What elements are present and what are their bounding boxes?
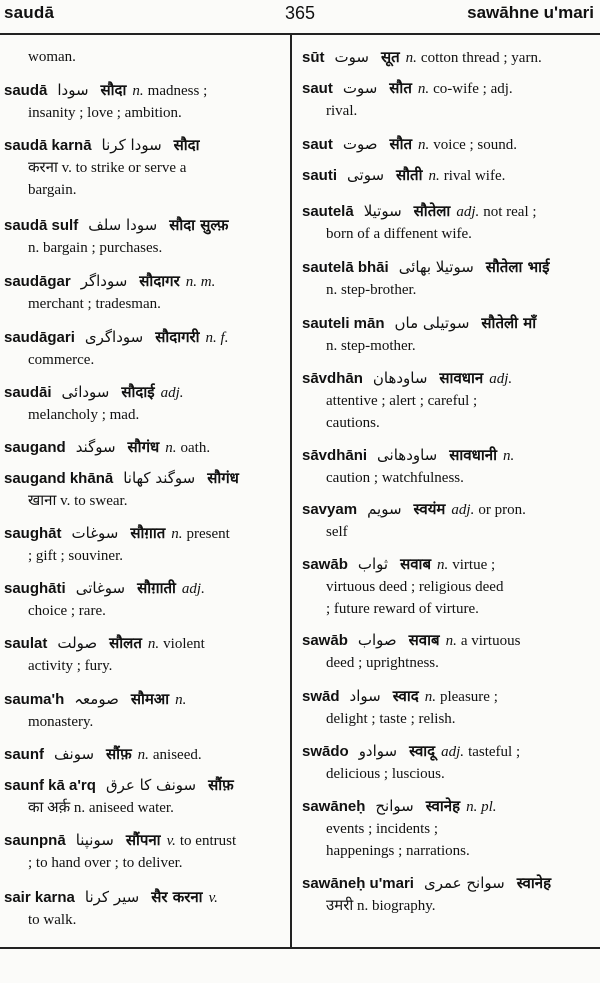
definition-continuation: ; future reward of virture. bbox=[326, 601, 479, 617]
part-of-speech: n. bbox=[418, 137, 430, 153]
hindi-script: सौदाई bbox=[121, 383, 155, 401]
hindi-script: सौतेला भाई bbox=[485, 258, 550, 276]
dictionary-entry bbox=[302, 77, 592, 122]
entry-first-line bbox=[302, 200, 592, 223]
column-divider bbox=[290, 35, 292, 947]
definition-continuation: n. step-brother. bbox=[326, 282, 417, 298]
definition-continuation: cautions. bbox=[326, 415, 380, 431]
definition: cotton thread ; yarn. bbox=[420, 50, 542, 66]
entry-first-line bbox=[302, 629, 592, 652]
hindi-script: सावधानी bbox=[449, 446, 497, 464]
entry-first-line bbox=[4, 381, 282, 404]
definition-continuation: activity ; fury. bbox=[28, 658, 113, 674]
definition: or pron. bbox=[478, 502, 526, 518]
dictionary-entry bbox=[302, 312, 592, 357]
headword: sawāneḥ u'mari bbox=[302, 875, 414, 892]
urdu-script: سوداگری bbox=[84, 328, 144, 346]
headword: saugand khānā bbox=[4, 470, 114, 487]
part-of-speech: n. bbox=[502, 448, 515, 464]
definition: pleasure ; bbox=[439, 689, 498, 705]
hindi-script: सौती bbox=[396, 166, 423, 184]
headword: sautelā bbox=[302, 203, 354, 220]
definition-continuation: monastery. bbox=[28, 714, 94, 730]
hindi-script: सौतेली माँ bbox=[481, 314, 537, 332]
dictionary-entry bbox=[4, 522, 282, 567]
page-header bbox=[0, 0, 600, 34]
definition: tasteful ; bbox=[468, 744, 521, 760]
bottom-margin bbox=[0, 949, 600, 983]
hindi-script: सौतेला bbox=[413, 202, 451, 220]
part-of-speech: n. bbox=[417, 81, 430, 97]
part-of-speech: n. bbox=[165, 440, 177, 456]
entry-first-line bbox=[302, 367, 592, 390]
part-of-speech: n. bbox=[137, 747, 149, 763]
urdu-script: سودا bbox=[57, 81, 89, 99]
hindi-script: सौत bbox=[389, 79, 412, 97]
headword: saudāgar bbox=[4, 273, 71, 290]
dictionary-entry bbox=[302, 444, 592, 489]
urdu-script: سواد bbox=[349, 687, 381, 705]
definition-continuation: born of a diffenent wife. bbox=[326, 226, 472, 242]
hindi-script: सौत bbox=[389, 135, 413, 153]
part-of-speech: v. bbox=[166, 833, 176, 849]
part-of-speech: n. bbox=[171, 526, 183, 542]
hindi-script: सौदा bbox=[173, 136, 200, 154]
part-of-speech: n. bbox=[445, 633, 457, 649]
definition-continuation: का अर्क़ n. aniseed water. bbox=[28, 800, 174, 816]
headword: sauma'h bbox=[4, 691, 65, 708]
headword: saunf bbox=[4, 746, 45, 763]
definition: voice ; sound. bbox=[433, 137, 518, 153]
urdu-script: سوداگر bbox=[80, 272, 128, 290]
definition-continuation: happenings ; narrations. bbox=[326, 843, 470, 859]
hindi-script: सौंफ़ bbox=[208, 776, 234, 794]
hindi-script: सावधान bbox=[439, 369, 484, 387]
definition-continuation: self bbox=[326, 524, 348, 540]
hindi-script: स्वानेह bbox=[425, 797, 461, 815]
urdu-script: سودائی bbox=[61, 383, 110, 401]
urdu-script: سوت bbox=[342, 79, 378, 97]
dictionary-entry bbox=[4, 270, 282, 315]
headword: saughāti bbox=[4, 580, 66, 597]
hindi-script: सौदा सुल्फ़ bbox=[169, 216, 229, 234]
dictionary-entry bbox=[4, 829, 282, 874]
urdu-script: سوانح عمری bbox=[423, 874, 505, 892]
part-of-speech: adj. bbox=[181, 581, 205, 597]
definition: co-wife ; adj. bbox=[433, 81, 513, 97]
headword: sawāb bbox=[302, 556, 348, 573]
definition-continuation: insanity ; love ; ambition. bbox=[28, 105, 182, 121]
definition: virtue ; bbox=[452, 557, 496, 573]
dictionary-entry bbox=[302, 200, 592, 245]
hindi-script: सौदागरी bbox=[155, 328, 200, 346]
part-of-speech: n. bbox=[175, 692, 187, 708]
hindi-script: सवाब bbox=[400, 555, 432, 573]
dictionary-entry bbox=[302, 553, 592, 620]
entry-first-line bbox=[302, 164, 592, 187]
hindi-script: सूत bbox=[380, 48, 400, 66]
headword: saudāi bbox=[4, 384, 52, 401]
urdu-script: سویم bbox=[367, 500, 402, 518]
entry-first-line bbox=[4, 436, 282, 459]
definition-continuation: events ; incidents ; bbox=[326, 821, 439, 837]
entry-first-line bbox=[302, 740, 592, 763]
part-of-speech: adj. bbox=[489, 371, 513, 387]
hindi-script: सैर करना bbox=[151, 888, 203, 906]
urdu-script: سوادو bbox=[358, 742, 398, 760]
dictionary-entry bbox=[302, 498, 592, 543]
headword: swādo bbox=[302, 743, 349, 760]
headword: saut bbox=[302, 80, 333, 97]
headword: saulat bbox=[4, 635, 48, 652]
dictionary-entry bbox=[302, 740, 592, 785]
entry-first-line bbox=[302, 444, 592, 467]
entry-first-line bbox=[4, 688, 282, 711]
dictionary-entry bbox=[302, 46, 592, 69]
definition-continuation: melancholy ; mad. bbox=[28, 407, 140, 423]
definition-continuation: delight ; taste ; relish. bbox=[326, 711, 456, 727]
definition: aniseed. bbox=[152, 747, 202, 763]
headword: sūt bbox=[302, 49, 325, 66]
entry-first-line bbox=[302, 553, 592, 576]
definition-continuation: bargain. bbox=[28, 182, 77, 198]
urdu-script: صومعہ bbox=[74, 690, 119, 708]
headword: sawāneḥ bbox=[302, 798, 366, 815]
part-of-speech: adj. bbox=[456, 204, 480, 220]
dictionary-entry bbox=[4, 326, 282, 371]
dictionary-entry bbox=[302, 872, 592, 917]
definition-continuation: caution ; watchfulness. bbox=[326, 470, 464, 486]
definition-continuation: merchant ; tradesman. bbox=[28, 296, 161, 312]
hindi-script: सौदा bbox=[100, 81, 127, 99]
dictionary-entry bbox=[302, 133, 592, 156]
headword: saunpnā bbox=[4, 832, 66, 849]
part-of-speech: n. bbox=[405, 50, 417, 66]
definition-continuation: ; to hand over ; to deliver. bbox=[28, 855, 183, 871]
headword: sair karna bbox=[4, 889, 75, 906]
definition-continuation: n. step-mother. bbox=[326, 338, 416, 354]
entry-first-line bbox=[4, 326, 282, 349]
page-number: 365 bbox=[284, 3, 316, 23]
entry-first-line bbox=[4, 577, 282, 600]
dictionary-entry bbox=[4, 743, 282, 766]
part-of-speech: n. pl. bbox=[466, 799, 497, 815]
urdu-script: سوغاتی bbox=[75, 579, 126, 597]
entry-first-line bbox=[4, 270, 282, 293]
part-of-speech: n. bbox=[132, 83, 144, 99]
headword: sauteli mān bbox=[302, 315, 385, 332]
urdu-script: صولت bbox=[57, 634, 98, 652]
entry-first-line bbox=[4, 214, 282, 237]
hindi-script: स्वादू bbox=[409, 742, 436, 760]
urdu-script: سوگند bbox=[75, 438, 116, 456]
entry-first-line bbox=[4, 522, 282, 545]
entry-first-line bbox=[302, 498, 592, 521]
definition: rival wife. bbox=[443, 168, 506, 184]
definition-continuation: करना v. to strike or serve a bbox=[28, 160, 187, 176]
dictionary-entry bbox=[4, 886, 282, 931]
definition: to entrust bbox=[179, 833, 237, 849]
urdu-script: سونف bbox=[54, 745, 95, 763]
headword: saugand bbox=[4, 439, 66, 456]
urdu-script: ساودھان bbox=[372, 369, 428, 387]
dictionary-entry bbox=[4, 46, 282, 68]
headword: saunf kā a'rq bbox=[4, 777, 96, 794]
part-of-speech: adj. bbox=[451, 502, 475, 518]
definition: not real ; bbox=[483, 204, 537, 220]
entry-first-line bbox=[4, 134, 282, 157]
dictionary-entry bbox=[4, 214, 282, 259]
entry-first-line bbox=[4, 79, 282, 102]
definition: a virtuous bbox=[460, 633, 521, 649]
definition: violent bbox=[163, 636, 205, 652]
header-rule bbox=[0, 33, 600, 35]
hindi-script: सौग़ात bbox=[130, 524, 166, 542]
entry-first-line bbox=[302, 872, 592, 895]
part-of-speech: n. f. bbox=[205, 330, 229, 346]
urdu-script: سودا کرنا bbox=[101, 136, 162, 154]
entry-first-line bbox=[4, 467, 282, 490]
definition-continuation: rival. bbox=[326, 103, 358, 119]
urdu-script: ساودھانی bbox=[377, 446, 438, 464]
entry-first-line bbox=[302, 46, 592, 69]
headword: saudā karnā bbox=[4, 137, 92, 154]
definition-continuation: deed ; uprightness. bbox=[326, 655, 439, 671]
urdu-script: ثواب bbox=[357, 555, 389, 573]
hindi-script: सौगंध bbox=[207, 469, 239, 487]
urdu-script: سوانح bbox=[375, 797, 414, 815]
urdu-script: صواب bbox=[357, 631, 397, 649]
dictionary-entry bbox=[4, 467, 282, 512]
entry-first-line bbox=[302, 685, 592, 708]
urdu-script: صوت bbox=[342, 135, 378, 153]
hindi-script: सौदागर bbox=[139, 272, 180, 290]
part-of-speech: n. bbox=[428, 168, 440, 184]
hindi-script: सौग़ाती bbox=[137, 579, 176, 597]
dictionary-entry bbox=[4, 774, 282, 819]
part-of-speech: n. bbox=[424, 689, 436, 705]
part-of-speech: n. bbox=[437, 557, 449, 573]
part-of-speech: adj. bbox=[441, 744, 465, 760]
entry-first-line bbox=[4, 886, 282, 909]
entry-first-line bbox=[4, 774, 282, 797]
right-guide-word: sawāhne u'mari bbox=[467, 3, 594, 22]
definition-continuation: choice ; rare. bbox=[28, 603, 106, 619]
entry-first-line bbox=[4, 743, 282, 766]
hindi-script: स्वयंम bbox=[413, 500, 446, 518]
headword: sāvdhān bbox=[302, 370, 363, 387]
part-of-speech: adj. bbox=[160, 385, 184, 401]
definition-continuation: virtuous deed ; religious deed bbox=[326, 579, 504, 595]
headword: sauti bbox=[302, 167, 338, 184]
definition-continuation: खाना v. to swear. bbox=[28, 493, 128, 509]
headword: savyam bbox=[302, 501, 358, 518]
urdu-script: سوتیلی ماں bbox=[394, 314, 470, 332]
dictionary-entry bbox=[4, 381, 282, 426]
dictionary-entry bbox=[4, 79, 282, 124]
dictionary-entry bbox=[4, 134, 282, 201]
entry-first-line bbox=[302, 795, 592, 818]
dictionary-entry bbox=[4, 632, 282, 677]
entry-first-line bbox=[302, 133, 592, 156]
urdu-script: سوت bbox=[334, 48, 369, 66]
urdu-script: سوگند کھانا bbox=[123, 469, 196, 487]
definition: present bbox=[186, 526, 230, 542]
hindi-script: सौगंध bbox=[127, 438, 160, 456]
headword: saughāt bbox=[4, 525, 62, 542]
definition-continuation: to walk. bbox=[28, 912, 77, 928]
urdu-script: سوتی bbox=[347, 166, 385, 184]
dictionary-entry bbox=[4, 577, 282, 622]
part-of-speech: n. m. bbox=[185, 274, 216, 290]
headword: saudā bbox=[4, 82, 48, 99]
definition-continuation: उमरी n. biography. bbox=[326, 898, 436, 914]
hindi-script: सौलत bbox=[109, 634, 142, 652]
hindi-script: सौमआ bbox=[130, 690, 170, 708]
entry-first-line bbox=[302, 77, 592, 100]
hindi-script: सौंपना bbox=[125, 831, 161, 849]
dictionary-entry bbox=[302, 256, 592, 301]
headword: saudāgari bbox=[4, 329, 75, 346]
part-of-speech: n. bbox=[147, 636, 160, 652]
urdu-script: سوتیلا بھائی bbox=[398, 258, 474, 276]
hindi-script: स्वाद bbox=[392, 687, 419, 705]
hindi-script: सवाब bbox=[408, 631, 440, 649]
urdu-script: سیر کرنا bbox=[84, 888, 140, 906]
dictionary-entry bbox=[4, 436, 282, 459]
urdu-script: سونپنا bbox=[75, 831, 114, 849]
definition-continuation: delicious ; luscious. bbox=[326, 766, 445, 782]
entry-first-line bbox=[4, 632, 282, 655]
headword: sawāb bbox=[302, 632, 348, 649]
entry-first-line bbox=[302, 312, 592, 335]
definition-continuation: n. bargain ; purchases. bbox=[28, 240, 163, 256]
hindi-script: स्वानेह bbox=[516, 874, 552, 892]
dictionary-entry bbox=[4, 688, 282, 733]
definition-continuation: woman. bbox=[28, 49, 76, 65]
dictionary-entry bbox=[302, 685, 592, 730]
definition: madness ; bbox=[147, 83, 208, 99]
definition-continuation: commerce. bbox=[28, 352, 95, 368]
entry-first-line bbox=[4, 829, 282, 852]
dictionary-entry bbox=[302, 164, 592, 187]
headword: saudā sulf bbox=[4, 217, 79, 234]
definition: oath. bbox=[180, 440, 211, 456]
dictionary-entry bbox=[302, 629, 592, 674]
urdu-script: سودا سلف bbox=[88, 216, 158, 234]
urdu-script: سوغات bbox=[71, 524, 119, 542]
headword: saut bbox=[302, 136, 333, 153]
headword: sāvdhāni bbox=[302, 447, 368, 464]
definition-continuation: ; gift ; souviner. bbox=[28, 548, 123, 564]
part-of-speech: v. bbox=[208, 890, 218, 906]
urdu-script: سوتیلا bbox=[363, 202, 402, 220]
urdu-script: سونف کا عرق bbox=[105, 776, 197, 794]
headword: sautelā bhāi bbox=[302, 259, 389, 276]
hindi-script: सौंफ़ bbox=[106, 745, 132, 763]
left-guide-word: saudā bbox=[4, 3, 55, 22]
headword: swād bbox=[302, 688, 340, 705]
dictionary-entry bbox=[302, 795, 592, 862]
entry-first-line bbox=[302, 256, 592, 279]
definition-continuation: attentive ; alert ; careful ; bbox=[326, 393, 478, 409]
dictionary-entry bbox=[302, 367, 592, 434]
